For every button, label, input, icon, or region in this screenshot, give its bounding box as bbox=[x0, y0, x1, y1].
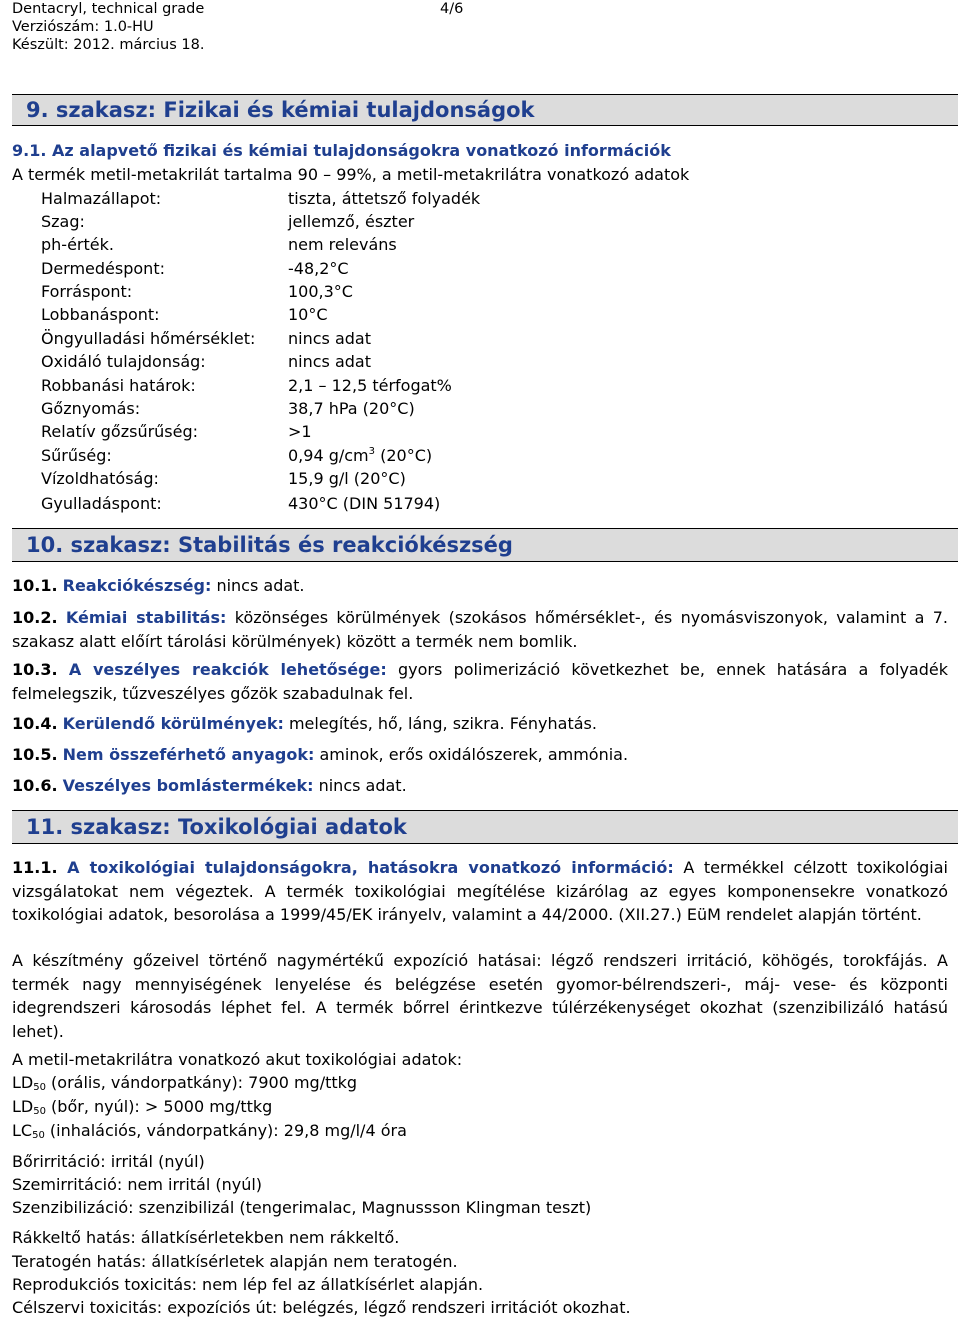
property-value: 10°C bbox=[288, 305, 328, 324]
subsection-9-1-number: 9.1. bbox=[12, 141, 47, 160]
property-label: Robbanási határok: bbox=[41, 376, 196, 395]
subsection-10-1 bbox=[12, 576, 305, 595]
subsection-10-4 bbox=[12, 714, 597, 733]
subsection-9-1-title: Az alapvető fizikai és kémiai tulajdonságokra vonatkozó információk bbox=[52, 141, 671, 160]
tox-measure: LD bbox=[12, 1097, 34, 1116]
tox-text: (bőr, nyúl): > 5000 mg/ttkg bbox=[45, 1097, 273, 1116]
property-label: Vízoldhatóság: bbox=[41, 469, 159, 488]
tox-text: (orális, vándorpatkány): 7900 mg/ttkg bbox=[45, 1073, 358, 1092]
item-text: nincs adat. bbox=[313, 776, 407, 795]
item-heading: A toxikológiai tulajdonságokra, hatásokra vonatkozó információ: bbox=[67, 858, 674, 877]
property-label: Szag: bbox=[41, 212, 85, 231]
property-label: Relatív gőzsűrűség: bbox=[41, 422, 199, 441]
page-number: 4/6 bbox=[440, 1, 464, 17]
property-label: Halmazállapot: bbox=[41, 189, 162, 208]
property-label: Forráspont: bbox=[41, 282, 133, 301]
item-heading: Veszélyes bomlástermékek: bbox=[62, 776, 314, 795]
acute-tox-item bbox=[12, 1121, 407, 1141]
property-value: jellemző, észter bbox=[288, 212, 415, 231]
density-condition: (20°C) bbox=[375, 446, 433, 465]
doc-version: Verziószám: 1.0-HU bbox=[12, 19, 154, 35]
item-text: közönséges körülmények (szokásos hőmérséklet-, és nyomásviszonyok, valamint a 7. szakasz alatt előírt tárolási körülmények) között a termék nem bomlik. bbox=[12, 608, 949, 651]
density-value: 0,94 g/cm bbox=[288, 446, 369, 465]
tox-subscript: 50 bbox=[33, 1106, 46, 1117]
effect-line: Rákkeltő hatás: állatkísérletekben nem rákkeltő. bbox=[12, 1228, 400, 1247]
exposure-effects-paragraph: A készítmény gőzeivel történő nagymértékű expozíció hatásai: légző rendszeri irritáció, köhögés, torokfájás. A termék nagy mennyiségének lenyelése és belégzése esetén gyomor-bélrendszeri-, máj- vese- és központi idegrendszeri károsodás léphet fel. A termék bőrrel érintkezve túlérzékenységet okozhat (szenzibilizáló hatású lehet). bbox=[12, 951, 948, 1041]
property-value: -48,2°C bbox=[288, 259, 349, 278]
subsection-10-2 bbox=[12, 606, 948, 653]
property-value: 100,3°C bbox=[288, 282, 353, 301]
property-label: Gőznyomás: bbox=[41, 399, 141, 418]
item-number: 10.3. bbox=[12, 660, 58, 679]
section-9-heading: 9. szakasz: Fizikai és kémiai tulajdonságok bbox=[12, 94, 958, 126]
property-value: tiszta, áttetsző folyadék bbox=[288, 189, 481, 208]
property-label: Gyulladáspont: bbox=[41, 494, 162, 513]
property-value: 2,1 – 12,5 térfogat% bbox=[288, 376, 452, 395]
property-value: nem releváns bbox=[288, 235, 397, 254]
effect-line: Teratogén hatás: állatkísérletek alapján nem teratogén. bbox=[12, 1252, 458, 1271]
subsection-10-5 bbox=[12, 745, 628, 764]
property-value bbox=[288, 446, 432, 465]
tox-measure: LC bbox=[12, 1121, 33, 1140]
tox-subscript: 50 bbox=[33, 1082, 46, 1093]
item-text: aminok, erős oxidálószerek, ammónia. bbox=[314, 745, 629, 764]
irritation-line: Bőrirritáció: irritál (nyúl) bbox=[12, 1152, 205, 1171]
acute-tox-item bbox=[12, 1097, 272, 1117]
acute-tox-item bbox=[12, 1073, 357, 1093]
tox-text: (inhalációs, vándorpatkány): 29,8 mg/l/4 óra bbox=[44, 1121, 407, 1140]
acute-tox-heading: A metil-metakrilátra vonatkozó akut toxikológiai adatok: bbox=[12, 1050, 463, 1069]
subsection-10-6 bbox=[12, 776, 407, 795]
item-number: 10.1. bbox=[12, 576, 58, 595]
doc-product-name: Dentacryl, technical grade bbox=[12, 1, 205, 17]
effect-line: Reprodukciós toxicitás: nem lép fel az állatkísérlet alapján. bbox=[12, 1275, 484, 1294]
tox-subscript: 50 bbox=[32, 1130, 45, 1141]
item-heading: A veszélyes reakciók lehetősége: bbox=[68, 660, 387, 679]
item-heading: Kerülendő körülmények: bbox=[62, 714, 284, 733]
item-heading: Nem összeférhető anyagok: bbox=[62, 745, 315, 764]
property-label: Dermedéspont: bbox=[41, 259, 165, 278]
irritation-line: Szenzibilizáció: szenzibilizál (tengerimalac, Magnussson Klingman teszt) bbox=[12, 1198, 592, 1217]
item-number: 10.4. bbox=[12, 714, 58, 733]
property-label: Sűrűség: bbox=[41, 446, 112, 465]
item-text: melegítés, hő, láng, szikra. Fényhatás. bbox=[283, 714, 597, 733]
property-value: 38,7 hPa (20°C) bbox=[288, 399, 415, 418]
item-number: 11.1. bbox=[12, 858, 58, 877]
property-value: nincs adat bbox=[288, 352, 371, 371]
item-text: nincs adat. bbox=[211, 576, 305, 595]
tox-measure: LD bbox=[12, 1073, 34, 1092]
density-exponent: 3 bbox=[368, 446, 376, 457]
property-label: Oxidáló tulajdonság: bbox=[41, 352, 206, 371]
section-11-heading: 11. szakasz: Toxikológiai adatok bbox=[12, 810, 958, 844]
property-label: Öngyulladási hőmérséklet: bbox=[41, 329, 256, 348]
item-text: gyors polimerizáció következhet be, ennek hatására a folyadék felmelegszik, tűzveszélyes gőzök szabadulnak fel. bbox=[12, 660, 948, 703]
subsection-11-1 bbox=[12, 856, 948, 927]
property-label: ph-érték. bbox=[41, 235, 114, 254]
item-text: A termékkel célzott toxikológiai vizsgálatokat nem végeztek. A termék toxikológiai megítélése kizárólag az egyes komponensekre vonatkozó toxikológiai adatok, besorolása a 1999/45/EK irányelv, valamint a 44/2000. (XII.27.) EüM rendelet alapján történt. bbox=[12, 858, 948, 924]
effect-line: Célszervi toxicitás: expozíciós út: belégzés, légző rendszeri irritációt okozhat. bbox=[12, 1298, 631, 1317]
property-value: 430°C (DIN 51794) bbox=[288, 494, 441, 513]
item-number: 10.5. bbox=[12, 745, 58, 764]
item-heading: Kémiai stabilitás: bbox=[65, 608, 227, 627]
section-9-intro: A termék metil-metakrilát tartalma 90 – 99%, a metil-metakrilátra vonatkozó adatok bbox=[12, 165, 690, 184]
irritation-line: Szemirritáció: nem irritál (nyúl) bbox=[12, 1175, 263, 1194]
item-number: 10.2. bbox=[12, 608, 58, 627]
item-heading: Reakciókészség: bbox=[62, 576, 212, 595]
doc-date: Készült: 2012. március 18. bbox=[12, 37, 205, 53]
subsection-9-1-heading bbox=[12, 141, 671, 160]
property-value: nincs adat bbox=[288, 329, 371, 348]
property-label: Lobbanáspont: bbox=[41, 305, 160, 324]
item-number: 10.6. bbox=[12, 776, 58, 795]
section-10-heading: 10. szakasz: Stabilitás és reakciókészség bbox=[12, 528, 958, 562]
subsection-10-3 bbox=[12, 658, 948, 705]
property-value: 15,9 g/l (20°C) bbox=[288, 469, 406, 488]
property-value: >1 bbox=[288, 422, 312, 441]
